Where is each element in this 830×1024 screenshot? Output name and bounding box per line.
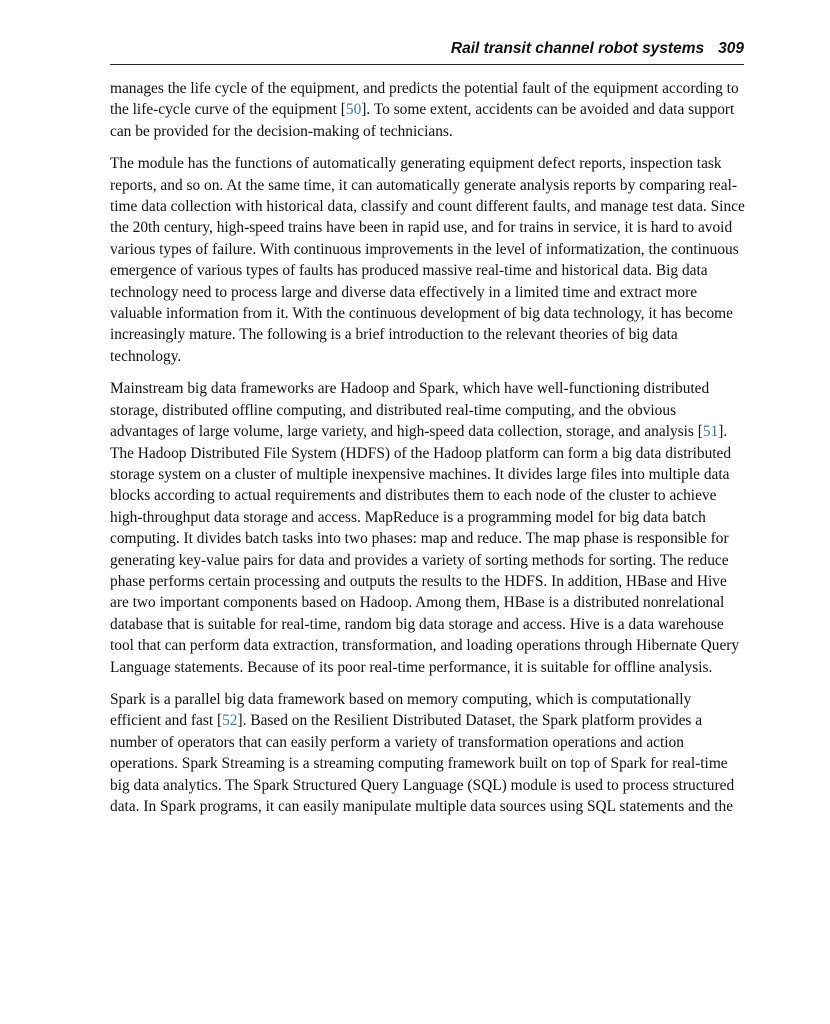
body-text [110, 78, 746, 828]
paragraph-4: Spark is a parallel big data framework based on memory computing, which is computationally efficient and fast [52]. Based on the Resilient Distributed Dataset, the Spark platform provides a number of operators that can easily perform a variety of transformation operations and action operations. Spark Streaming is a streaming computing framework built on top of Spark for real-time big data analytics. The Spark Structured Query Language (SQL) module is used to process structured data. In Spark programs, it can easily manipulate multiple data sources using SQL statements and the [110, 690, 735, 815]
running-title: Rail transit channel robot systems [450, 40, 705, 57]
citation-link-51[interactable]: 51 [702, 423, 719, 441]
paragraph-3: Mainstream big data frameworks are Hadoop and Spark, which have well-functioning distributed storage, distributed offline computing, and distributed real-time computing, and the obvious advantages of large volume, large variety, and high-speed data collection, storage, and analysis [51]. The Hadoop Distributed File System (HDFS) of the Hadoop platform can form a big data distributed storage system on a cluster of multiple inexpensive machines. It divides large files into multiple data blocks according to actual requirements and distributes them to each node of the cluster to achieve high-throughput data storage and access. MapReduce is a programming model for big data batch computing. It divides batch tasks into two phases: map and reduce. The map phase is responsible for generating key-value pairs for data and provides a variety of sorting methods for sorting. The reduce phase performs certain processing and outputs the results to the HDFS. In addition, HBase and Hive are two important components based on Hadoop. Among them, HBase is a distributed nonrelational database that is suitable for real-time, random big data storage and access. Hive is a data warehouse tool that can perform data extraction, transformation, and loading operations through Hibernate Query Language statements. Because of its poor real-time performance, it is suitable for offline analysis. [110, 380, 740, 676]
page-number: 309 [718, 40, 744, 57]
running-header [110, 36, 744, 65]
paragraph-1: manages the life cycle of the equipment, and predicts the potential fault of the equipment according to the life-cycle curve of the equipment [50]. To some extent, accidents can be avoided and data support can be provided for the decision-making of technicians. [110, 80, 739, 140]
paragraph-2: The module has the functions of automatically generating equipment defect reports, inspection task reports, and so on. At the same time, it can automatically generate analysis reports by comparing real-time data collection with historical data, classify and count different faults, and manage test data. Since the 20th century, high-speed trains have been in rapid use, and for trains in service, it is hard to avoid various types of failure. With continuous improvements in the level of informatization, the continuous emergence of various types of faults has produced massive real-time and historical data. Big data technology need to process large and diverse data effectively in a limited time and extract more valuable information from it. With the continuous development of big data technology, it has become increasingly mature. The following is a brief introduction to the relevant theories of big data technology. [110, 155, 745, 365]
citation-link-52[interactable]: 52 [222, 712, 238, 730]
citation-link-50[interactable]: 50 [345, 101, 362, 119]
